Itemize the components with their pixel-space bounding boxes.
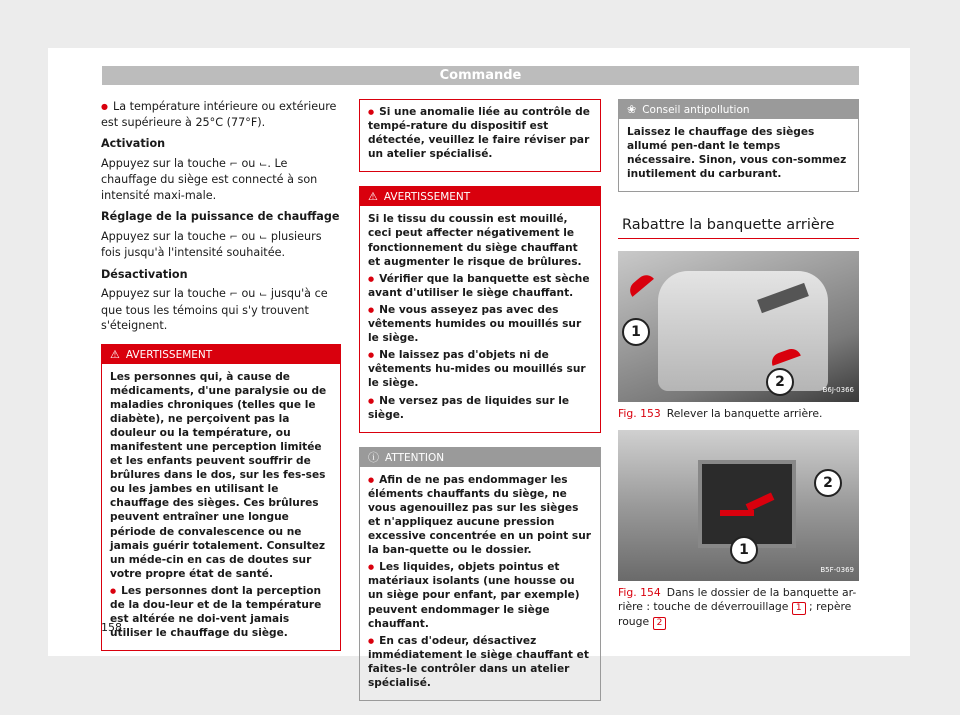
callout-2: 2 (766, 368, 794, 396)
seat-heat-icon: ⌐ (229, 289, 238, 300)
backrest-heat-icon: ⌙ (258, 289, 268, 300)
activation-title: Activation (101, 137, 166, 150)
desactivation-title: Désactivation (101, 267, 188, 281)
attention-bullet: ● En cas d'odeur, désactivez immédiatement le siège chauffant et faites-le contrôler dans un atelier spécialisé. (368, 634, 592, 690)
attention-bullet: ● Les liquides, objets pointus et matériaux isolants (une housse ou un siège pour enfant, par exemple) peuvent endommager le siège chauffant. (368, 560, 592, 630)
eco-leaf-icon: ❀ (627, 103, 637, 116)
attention-bullet: ● Afin de ne pas endommager les éléments chauffants du siège, ne vous agenouillez pas sur les sièges et n'appliquez aucune pression excessive concentrée en un point sur la ban-quette ou le dossier. (368, 473, 592, 558)
note-body (360, 100, 600, 171)
warning-body (102, 364, 340, 651)
warning-box-2 (359, 186, 601, 432)
note-box (359, 99, 601, 172)
page-header: Commande (102, 66, 859, 85)
intro-bullet: ● La température intérieure ou extérieure est supérieure à 25°C (77°F). (101, 99, 341, 130)
red-arrow (626, 271, 654, 297)
section-title: Rabattre la banquette arrière (618, 210, 859, 239)
figure-153-caption: Fig. 153 Relever la banquette arrière. (618, 406, 823, 420)
attention-body (360, 467, 600, 700)
warning-header: ⚠ AVERTISSEMENT (102, 345, 340, 364)
eco-body (619, 119, 858, 191)
desactivation-text: Appuyez sur la touche ⌐ ou ⌙ jusqu'à ce que tous les témoins qui s'y trouvent s'éteignent. (101, 287, 328, 332)
badge-2: 2 (653, 617, 667, 630)
seat-heat-icon: ⌐ (229, 158, 238, 170)
warning-bullet: ● Vérifier que la banquette est sèche avant d'utiliser le siège chauffant. (368, 272, 592, 300)
warning-header: ⚠ AVERTISSEMENT (360, 187, 600, 206)
column-3 (618, 99, 859, 630)
warning-paragraph: Les personnes qui, à cause de médicaments, d'une paralysie ou de maladies chroniques (telles que le diabète), ne perçoivent pas la douleur ou la température, ou manifestent une perception limitée et les enfants peuvent souffrir de brûlures dans le dos, sur les fes-ses ou les jambes en utilisant le chauffage des sièges. Ces brûlures peuvent entraîner une longue période de convalescence ou ne jamais guérir totalement. Consultez un méde-cin en cas de doutes sur votre propre état de santé. (110, 370, 327, 580)
attention-header: ⓘ ATTENTION (360, 448, 600, 467)
page-number: 158 (101, 621, 122, 634)
figure-154-image (618, 430, 859, 581)
callout-2: 2 (814, 469, 842, 497)
column-2 (359, 99, 601, 715)
attention-box (359, 447, 601, 701)
warning-triangle-icon: ⚠ (368, 190, 378, 204)
warning-bullet: ● Les personnes dont la perception de la dou-leur et de la température est altérée ne doi-vent jamais utiliser le chauffage du siège. (110, 584, 332, 640)
figure-code: B5F-0369 (820, 565, 854, 574)
eco-box (618, 99, 859, 192)
badge-1: 1 (792, 602, 806, 615)
column-1 (101, 99, 341, 665)
backrest-heat-icon: ⌙ (258, 158, 268, 170)
warning-triangle-icon: ⚠ (110, 347, 120, 361)
warning-body (360, 206, 600, 431)
reglage-text: Appuyez sur la touche ⌐ ou ⌙ plusieurs fois jusqu'à l'intensité souhaitée. (101, 229, 322, 259)
backrest-heat-icon: ⌙ (258, 231, 268, 243)
eco-header: ❀ Conseil antipollution (619, 100, 858, 119)
info-icon: ⓘ (368, 450, 379, 464)
activation-text: Appuyez sur la touche ⌐ ou ⌙. Le chauffage du siège est connecté à son intensité maxi-male. (101, 156, 318, 202)
warning-bullet: ● Ne laissez pas d'objets ni de vêtements hu-mides ou mouillés sur le siège. (368, 348, 592, 390)
figure-153-image (618, 251, 859, 402)
warning-bullet: ● Ne versez pas de liquides sur le siège. (368, 394, 592, 422)
warning-paragraph: Si le tissu du coussin est mouillé, ceci peut affecter négativement le fonctionnement du siège chauffant et augmenter le risque de brûlures. (368, 213, 582, 268)
warning-box-1 (101, 344, 341, 652)
reglage-title: Réglage de la puissance de chauffage (101, 210, 340, 223)
callout-1: 1 (622, 318, 650, 346)
figure-code: B6J-0366 (822, 386, 854, 395)
warning-bullet: ● Ne vous asseyez pas avec des vêtements humides ou mouillés sur le siège. (368, 303, 592, 345)
seat-heat-icon: ⌐ (229, 231, 238, 243)
note-bullet: ● Si une anomalie liée au contrôle de tempé-rature du dispositif est détectée, veuillez le faire réviser par un atelier spécialisé. (368, 105, 592, 161)
figure-154-caption: Fig. 154 Dans le dossier de la banquette ar-rière : touche de déverrouillage 1 ; repère rouge 2 (618, 586, 857, 628)
callout-1: 1 (730, 536, 758, 564)
eco-text: Laissez le chauffage des sièges allumé pen-dant le temps nécessaire. Sinon, vous con-sommez inutilement du carburant. (627, 126, 847, 181)
